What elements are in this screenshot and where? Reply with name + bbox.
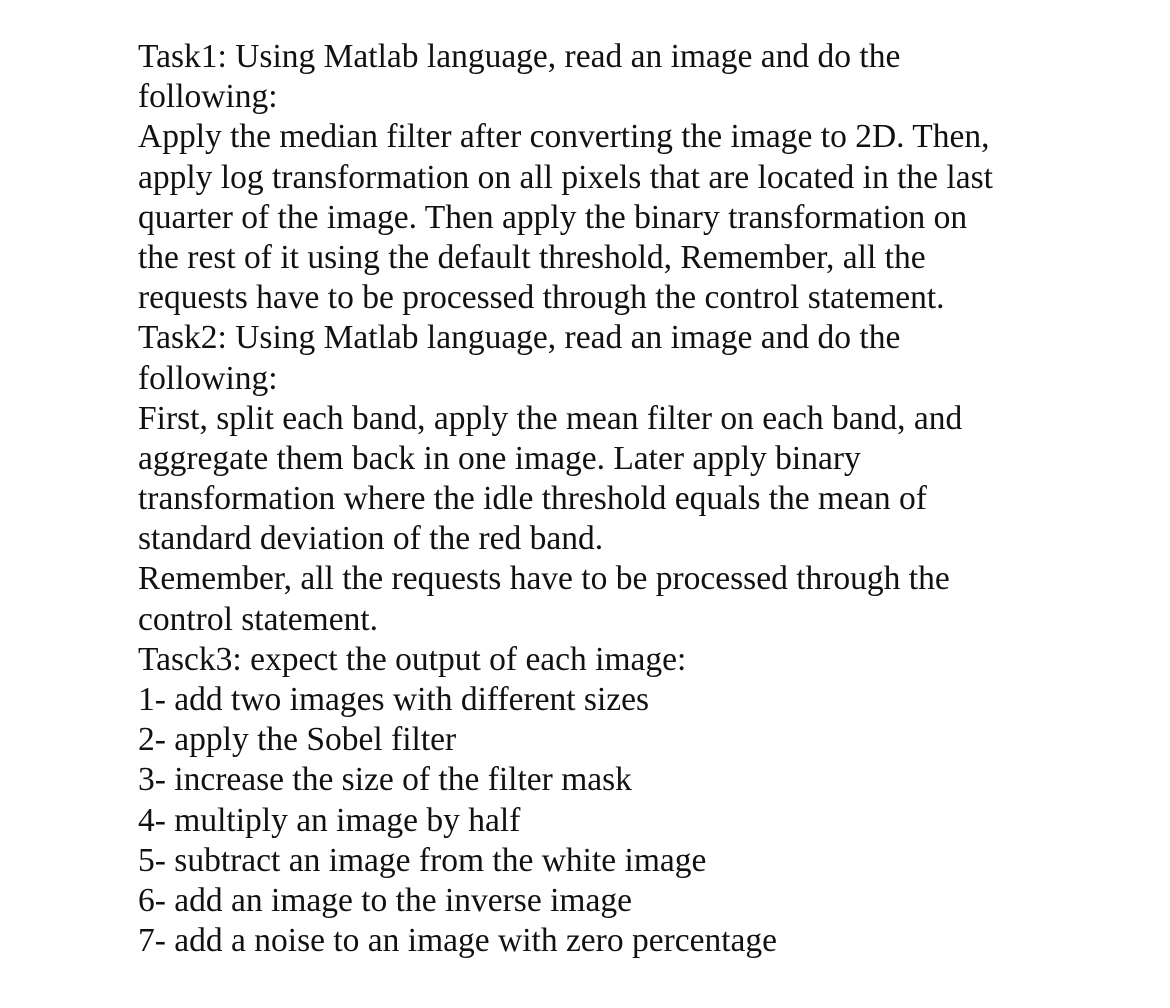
task3-item: 3- increase the size of the filter mask [138,761,632,799]
task3-item: 6- add an image to the inverse image [138,881,632,919]
task1-section [138,37,1138,318]
task2-line: following: [138,359,278,397]
task2-section [138,318,1138,640]
task2-line: standard deviation of the red band. [138,520,604,558]
task1-line: Apply the median filter after converting the image to 2D. Then, [138,118,990,156]
task3-item: 5- subtract an image from the white image [138,841,707,879]
task3-item: 7- add a noise to an image with zero percentage [138,922,778,960]
task3-heading: Tasck3: expect the output of each image: [138,640,687,678]
task1-line: the rest of it using the default threshold, Remember, all the [138,238,926,276]
task2-line: aggregate them back in one image. Later apply binary [138,439,861,477]
task3-item: 2- apply the Sobel filter [138,721,457,759]
task1-line: requests have to be processed through the control statement. [138,279,945,317]
task2-line: control statement. [138,600,379,638]
task1-line: following: [138,78,278,116]
task3-item: 4- multiply an image by half [138,801,521,839]
task1-line: Task1: Using Matlab language, read an image and do the [138,38,901,75]
task1-line: apply log transformation on all pixels that are located in the last [138,158,993,196]
task2-line: First, split each band, apply the mean filter on each band, and [138,399,963,437]
task2-line: Remember, all the requests have to be processed through the [138,560,950,598]
task2-line: transformation where the idle threshold equals the mean of [138,480,927,518]
task1-line: quarter of the image. Then apply the binary transformation on [138,198,968,236]
task2-line: Task2: Using Matlab language, read an image and do the [138,319,901,357]
task3-section [138,640,1138,962]
document-body [138,37,1138,961]
task3-item: 1- add two images with different sizes [138,681,650,718]
